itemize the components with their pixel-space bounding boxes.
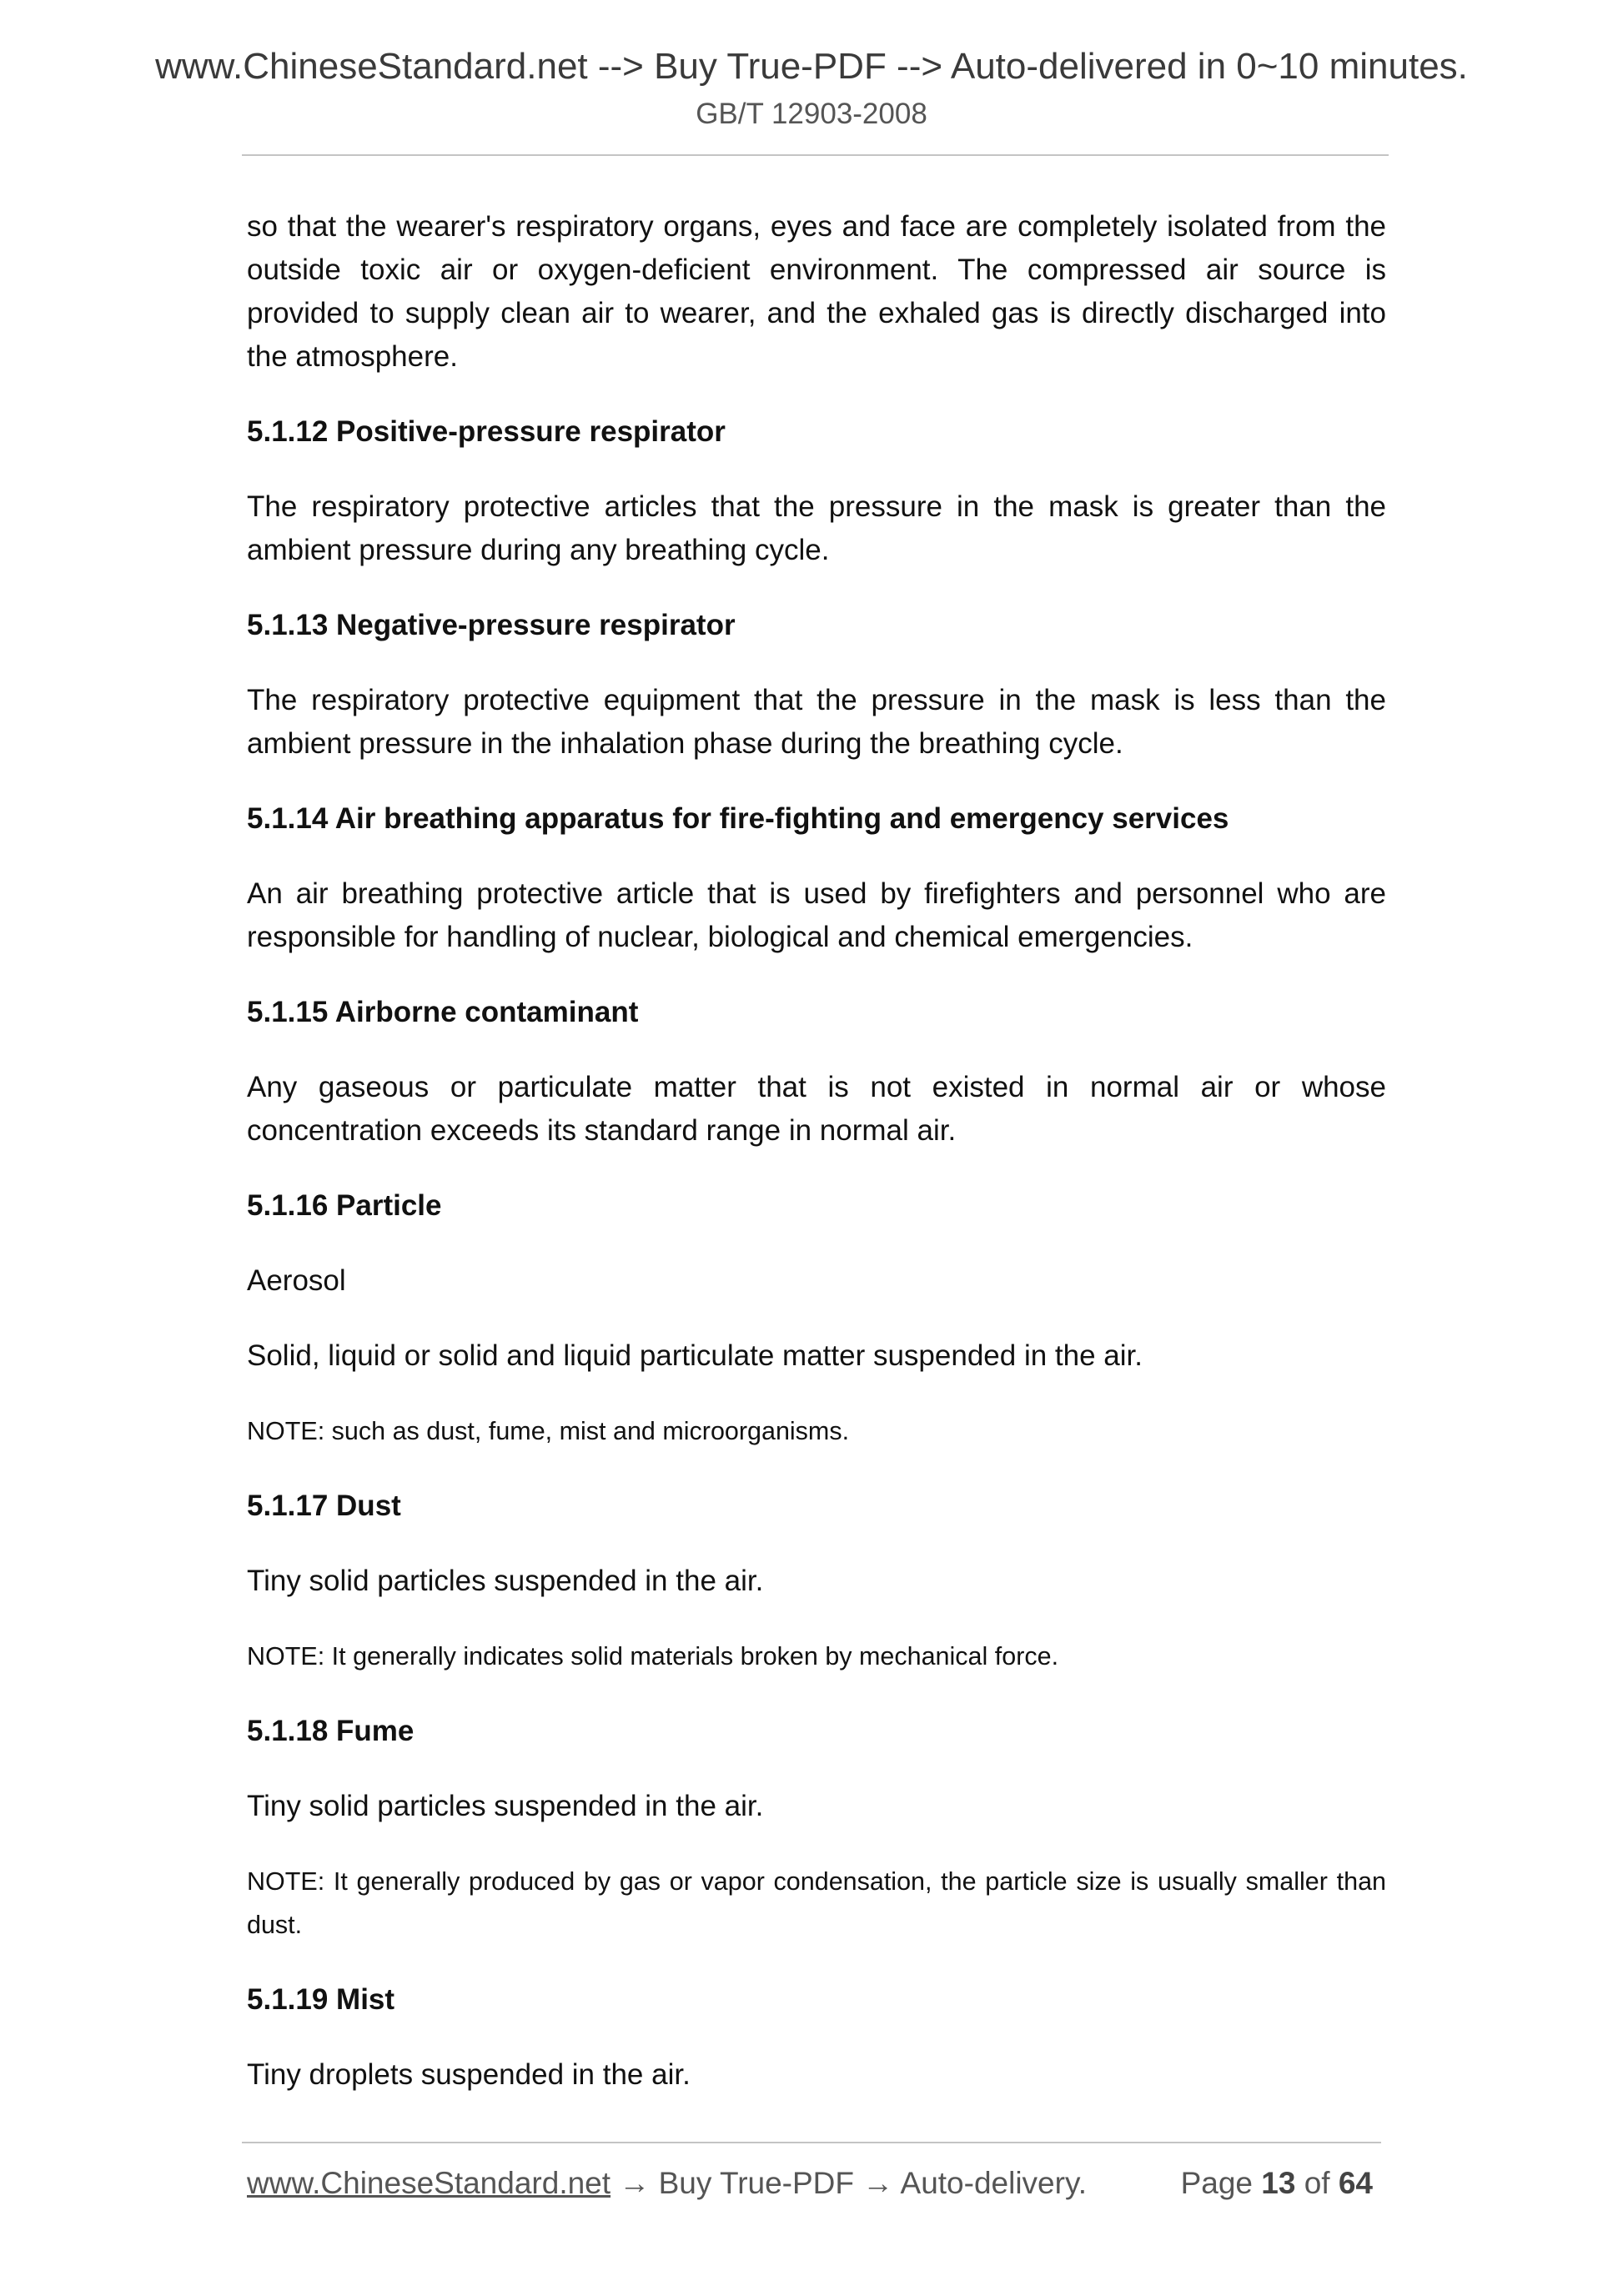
intro-paragraph: so that the wearer's respiratory organs, eyes and face are completely isolated from the outside toxic air or oxygen-deficient environment. The compressed air source is provided to supply clean air to wearer, and the exhaled gas is directly discharged into the atmosphere. (247, 210, 1386, 373)
section-5-1-17-text: Tiny solid particles suspended in the air. (247, 1565, 764, 1597)
section-5-1-16-heading: 5.1.16 Particle (247, 1189, 442, 1222)
section-5-1-12-heading: 5.1.12 Positive-pressure respirator (247, 415, 726, 448)
footer-tagline: → Buy True-PDF → Auto-delivery. (611, 2166, 1087, 2200)
section-5-1-15-heading: 5.1.15 Airborne contaminant (247, 996, 639, 1028)
section-5-1-16-text: Solid, liquid or solid and liquid particulate matter suspended in the air. (247, 1339, 1143, 1372)
section-5-1-18-heading: 5.1.18 Fume (247, 1715, 415, 1747)
document-body (247, 205, 1386, 2097)
of-label: of (1304, 2166, 1330, 2200)
page-total: 64 (1338, 2166, 1373, 2200)
section-5-1-13-heading: 5.1.13 Negative-pressure respirator (247, 609, 736, 641)
section-5-1-17-note: NOTE: It generally indicates solid materials broken by mechanical force. (247, 1642, 1059, 1671)
footer-divider (242, 2142, 1381, 2143)
header-divider (242, 154, 1389, 156)
section-5-1-13-text: The respiratory protective equipment that the pressure in the mask is less than the ambient pressure in the inhalation phase during the breathing cycle. (247, 684, 1386, 760)
section-5-1-16-note: NOTE: such as dust, fume, mist and microorganisms. (247, 1417, 850, 1445)
footer-left (247, 2160, 1087, 2207)
page-label: Page (1180, 2166, 1253, 2200)
section-5-1-18-note: NOTE: It generally produced by gas or vapor condensation, the particle size is usually smaller than dust. (247, 1867, 1386, 1939)
page-footer (247, 2160, 1381, 2207)
standard-id: GB/T 12903-2008 (696, 98, 927, 130)
header-banner: www.ChineseStandard.net --> Buy True-PDF --> Auto-delivered in 0~10 minutes. (155, 46, 1468, 87)
section-5-1-17-heading: 5.1.17 Dust (247, 1490, 401, 1522)
section-5-1-12-text: The respiratory protective articles that the pressure in the mask is greater than the ambient pressure during any breathing cycle. (247, 490, 1386, 566)
section-5-1-14-text: An air breathing protective article that is used by firefighters and personnel who are responsible for handling of nuclear, biological and chemical emergencies. (247, 877, 1386, 953)
section-5-1-19-text: Tiny droplets suspended in the air. (247, 2058, 691, 2091)
section-5-1-15-text: Any gaseous or particulate matter that is not existed in normal air or whose concentration exceeds its standard range in normal air. (247, 1071, 1386, 1147)
section-5-1-16-alt-term: Aerosol (247, 1264, 346, 1297)
section-5-1-19-heading: 5.1.19 Mist (247, 1983, 395, 2016)
footer-site-link[interactable]: www.ChineseStandard.net (247, 2166, 611, 2200)
section-5-1-14-heading: 5.1.14 Air breathing apparatus for fire-fighting and emergency services (247, 802, 1229, 835)
page-current: 13 (1261, 2166, 1296, 2200)
page-indicator (1181, 2160, 1373, 2207)
section-5-1-18-text: Tiny solid particles suspended in the air. (247, 1790, 764, 1822)
